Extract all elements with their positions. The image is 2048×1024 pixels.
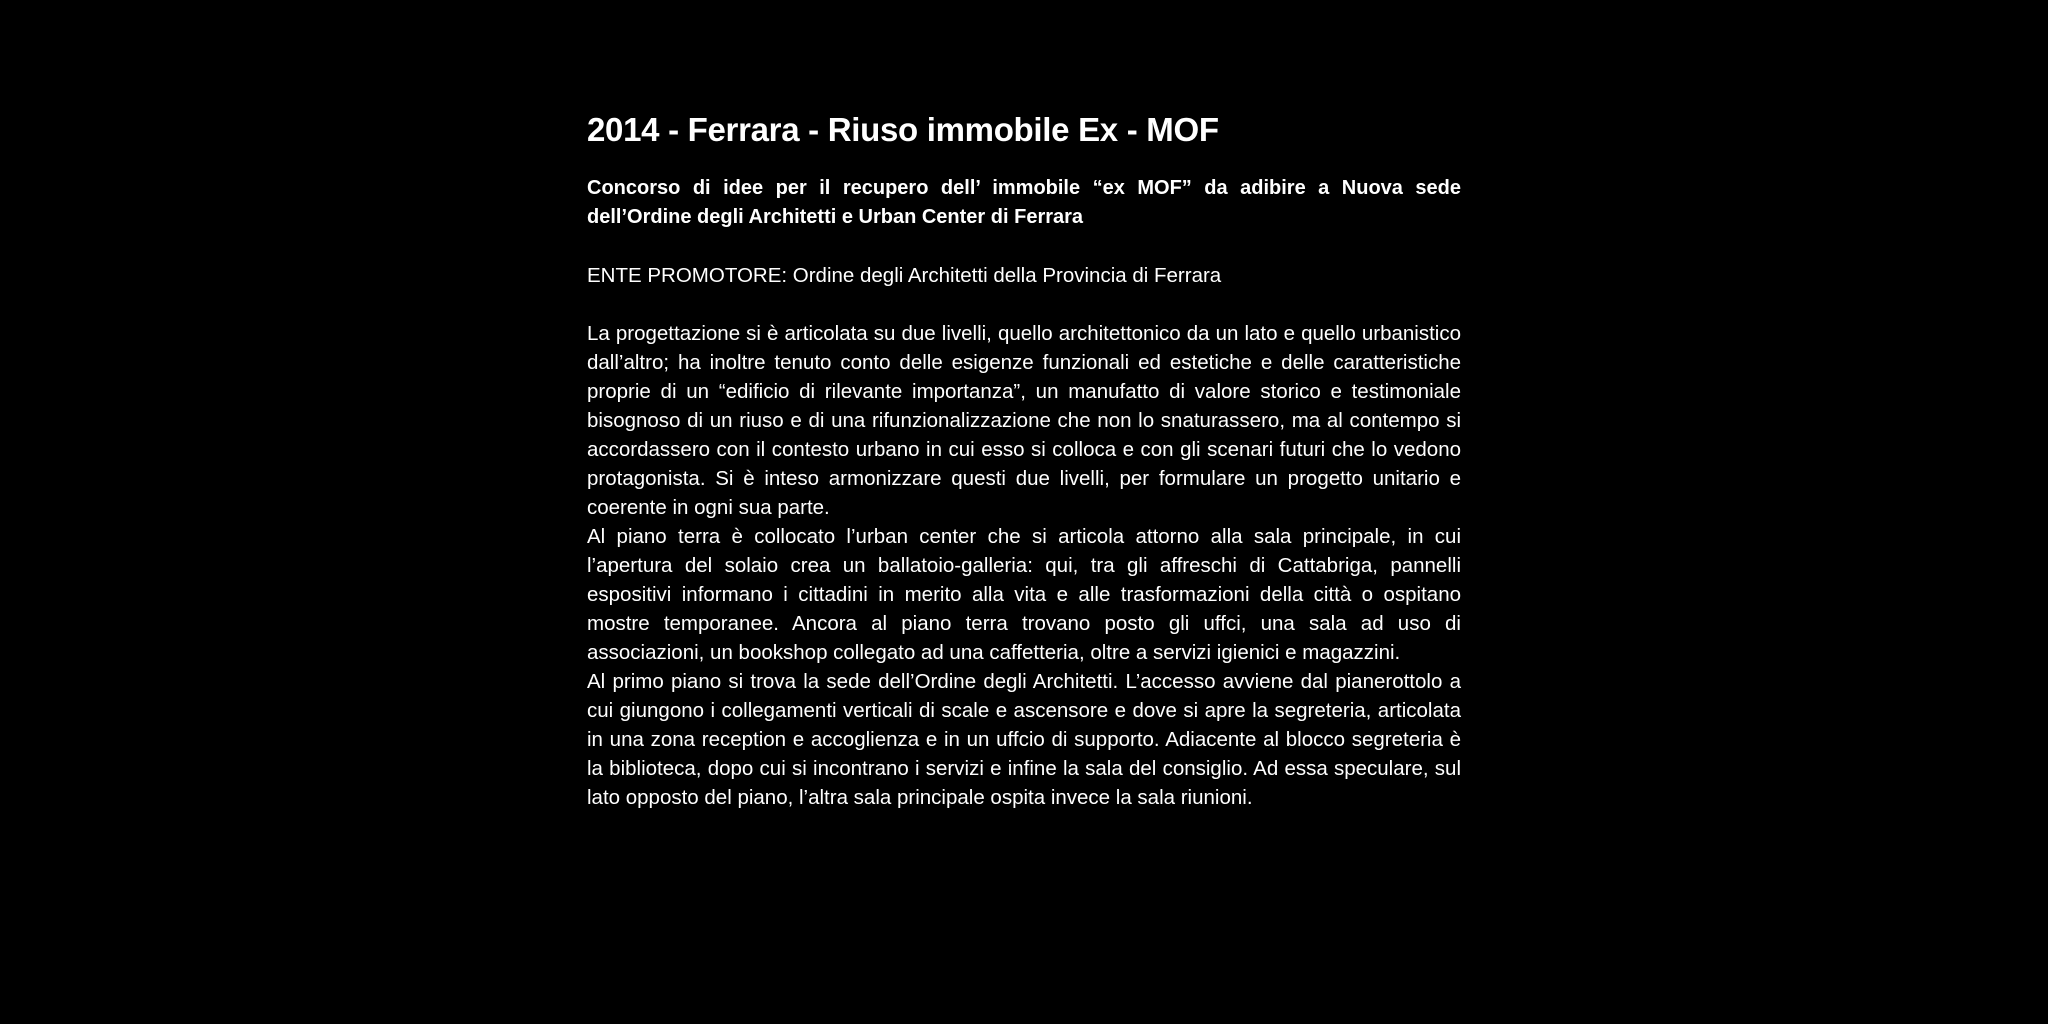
document-body: [587, 106, 1461, 812]
paragraph-first-floor: Al primo piano si trova la sede dell’Ordine degli Architetti. L’accesso avviene dal pianerottolo a cui giungono i collegamenti verticali di scale e ascensore e dove si apre la segreteria, articolata in una zona reception e accoglienza e in un uffcio di supporto. Adiacente al blocco segreteria è la biblioteca, dopo cui si incontrano i servizi e infine la sala del consiglio. Ad essa speculare, sul lato opposto del piano, l’altra sala principale ospita invece la sala riunioni.: [587, 670, 1461, 809]
promoter-line: ENTE PROMOTORE: Ordine degli Architetti della Provincia di Ferrara: [587, 264, 1222, 287]
project-subtitle: Concorso di idee per il recupero dell’ immobile “ex MOF” da adibire a Nuova sede dell’Ordine degli Architetti e Urban Center di Ferrara: [587, 177, 1461, 228]
paragraph-design: La progettazione si è articolata su due livelli, quello architettonico da un lato e quello urbanistico dall’altro; ha inoltre tenuto conto delle esigenze funzionali ed estetiche e delle caratteristiche proprie di un “edificio di rilevante importanza”, un manufatto di valore storico e testimoniale bisognoso di un riuso e di una rifunzionalizzazione che non lo snaturassero, ma al contempo si accordassero con il contesto urbano in cui esso si colloca e con gli scenari futuri che lo vedono protagonista. Si è inteso armonizzare questi due livelli, per formulare un progetto unitario e coerente in ogni sua parte.: [587, 322, 1461, 519]
paragraph-ground-floor: Al piano terra è collocato l’urban center che si articola attorno alla sala principale, in cui l’apertura del solaio crea un ballatoio-galleria: qui, tra gli affreschi di Cattabriga, pannelli espositivi informano i cittadini in merito alla vita e alle trasformazioni della città o ospitano mostre temporanee. Ancora al piano terra trovano posto gli uffci, una sala ad uso di associazioni, un bookshop collegato ad una caffetteria, oltre a servizi igienici e magazzini.: [587, 525, 1461, 664]
page-title: 2014 - Ferrara - Riuso immobile Ex - MOF: [587, 111, 1219, 148]
